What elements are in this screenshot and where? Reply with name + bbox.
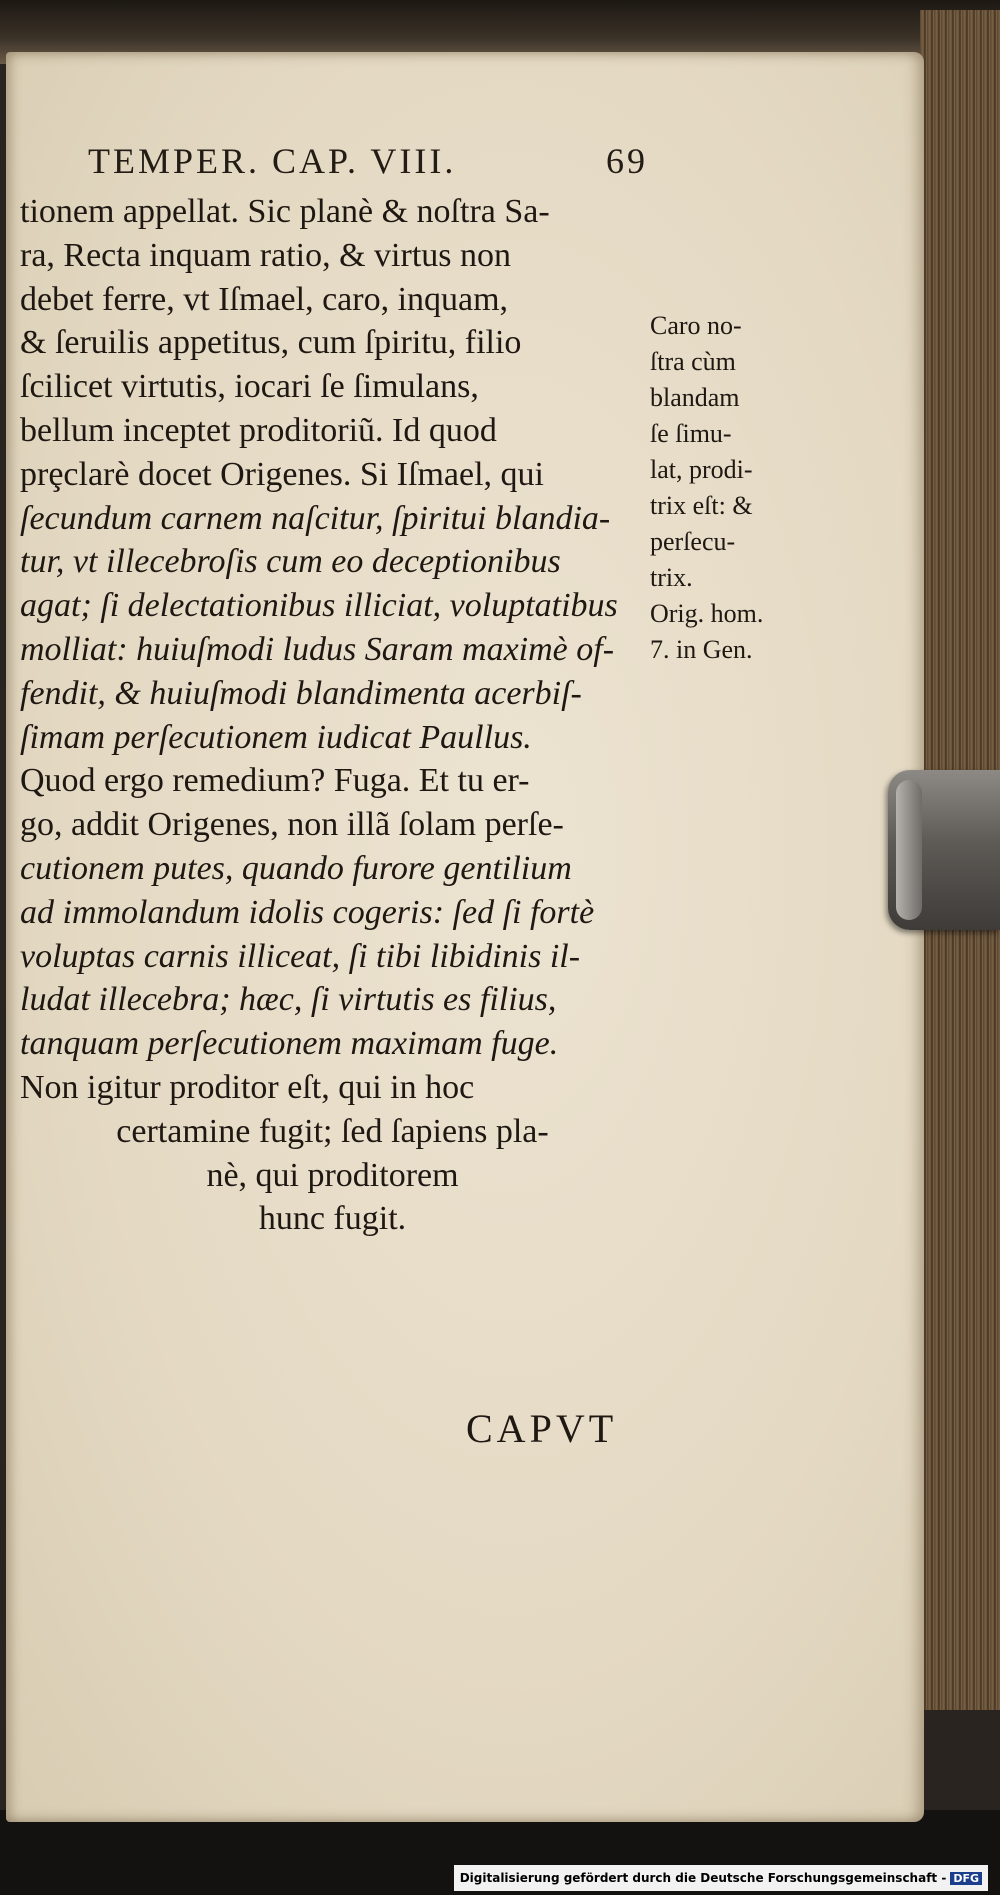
text-line: ad immolandum idolis cogeris: ſed ſi fortè bbox=[20, 893, 595, 931]
marginal-note-line: blandam bbox=[650, 383, 740, 412]
running-head-title: TEMPER. CAP. VIII. bbox=[88, 141, 457, 181]
credit-text: Digitalisierung gefördert durch die Deutsche Forschungsgemeinschaft - bbox=[459, 1871, 947, 1885]
marginal-note-line: trix. bbox=[650, 563, 693, 592]
page-clip bbox=[888, 770, 1000, 930]
marginal-note-line: lat, prodi- bbox=[650, 455, 753, 484]
text-line: ludat illecebra; hæc, ſi virtutis es filius, bbox=[20, 981, 557, 1019]
text-line: ſimam perſecutionem iudicat Paullus. bbox=[20, 718, 532, 756]
text-line: debet ferre, vt Iſmael, caro, inquam, bbox=[20, 280, 509, 318]
marginal-note-line: Caro no- bbox=[650, 311, 742, 340]
marginal-note-line: ſe ſimu- bbox=[650, 419, 732, 448]
page-number: 69 bbox=[606, 141, 648, 181]
text-line: tionem appellat. Sic planè & noſtra Sa- bbox=[20, 193, 550, 230]
text-line: molliat: huiuſmodi ludus Saram maximè of- bbox=[20, 630, 615, 668]
text-line: cutionem putes, quando furore gentilium bbox=[20, 849, 572, 887]
marginal-note-line: trix eſt: & bbox=[650, 491, 753, 520]
digitization-credit bbox=[454, 1865, 988, 1891]
marginal-notes bbox=[650, 308, 825, 668]
running-head bbox=[88, 140, 648, 184]
text-line: fendit, & huiuſmodi blandimenta acerbiſ- bbox=[20, 674, 582, 712]
marginal-note-line: 7. in Gen. bbox=[650, 635, 753, 664]
text-line: ra, Recta inquam ratio, & virtus non bbox=[20, 236, 511, 274]
marginal-note-line: ſtra cùm bbox=[650, 347, 736, 376]
text-line: nè, qui proditorem bbox=[206, 1156, 459, 1194]
marginal-note-line: Orig. hom. bbox=[650, 599, 764, 628]
body-text bbox=[20, 190, 645, 1241]
text-line: Quod ergo remedium? Fuga. Et tu er- bbox=[20, 762, 530, 800]
clip-highlight bbox=[896, 780, 922, 920]
text-line: bellum inceptet proditoriũ. Id quod bbox=[20, 411, 497, 449]
text-line: certamine fugit; ſed ſapiens pla- bbox=[116, 1112, 549, 1150]
text-line: tur, vt illecebroſis cum eo deceptionibus bbox=[20, 543, 561, 581]
text-line: ſecundum carnem naſcitur, ſpiritui blandia- bbox=[20, 499, 611, 537]
catchword: CAPVT bbox=[466, 1406, 618, 1451]
marginal-note-line: perſecu- bbox=[650, 527, 736, 556]
text-line: go, addit Origenes, non illã ſolam perſe- bbox=[20, 806, 564, 844]
text-line: Non igitur proditor eſt, qui in hoc bbox=[20, 1068, 475, 1106]
dfg-logo: DFG bbox=[950, 1872, 982, 1885]
text-line: ſcilicet virtutis, iocari ſe ſimulans, bbox=[20, 368, 479, 406]
text-line: & ſeruilis appetitus, cum ſpiritu, filio bbox=[20, 324, 522, 362]
text-line: prȩclarè docet Origenes. Si Iſmael, qui bbox=[20, 455, 544, 493]
text-line: voluptas carnis illiceat, ſi tibi libidinis il- bbox=[20, 937, 581, 975]
text-line: tanquam perſecutionem maximam fuge. bbox=[20, 1025, 559, 1063]
text-line: agat; ſi delectationibus illiciat, voluptatibus bbox=[20, 587, 618, 625]
text-line: hunc fugit. bbox=[258, 1200, 407, 1238]
